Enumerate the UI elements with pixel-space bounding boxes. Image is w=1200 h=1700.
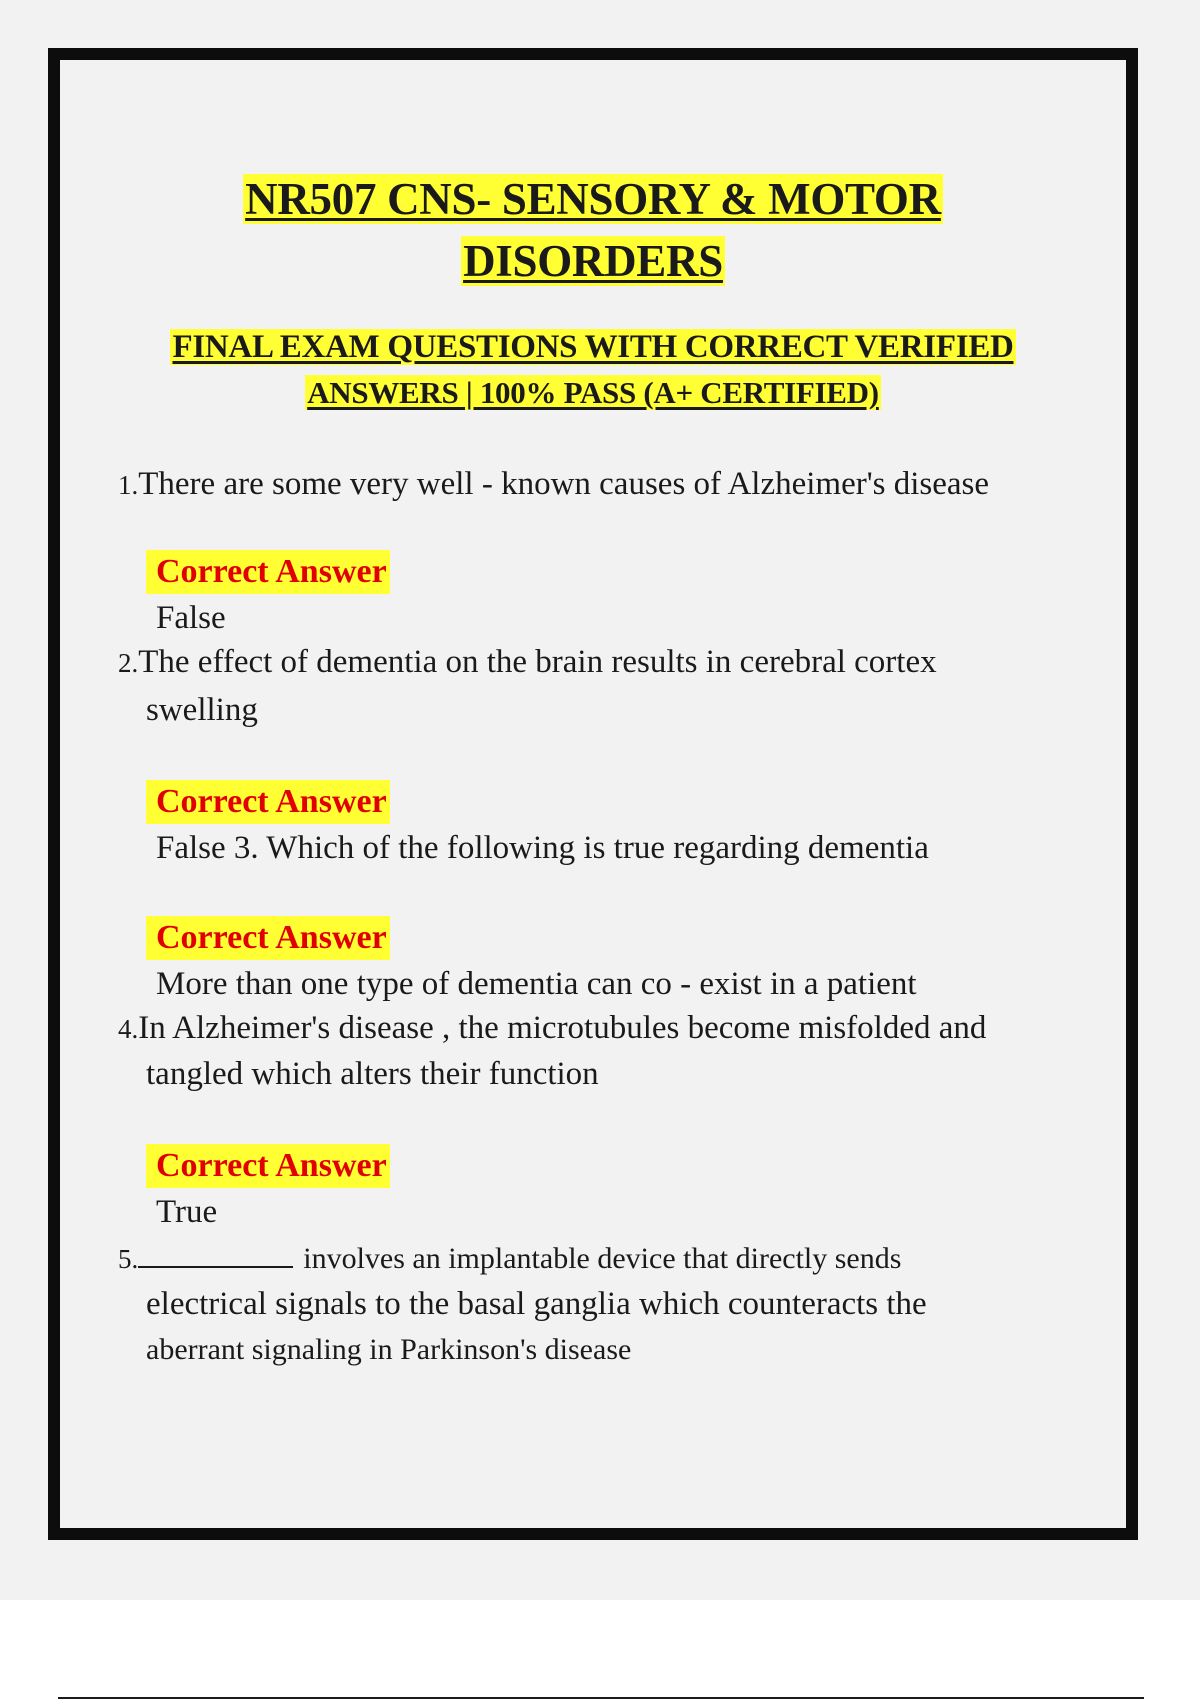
title-line-2: DISORDERS bbox=[463, 236, 723, 286]
question-5 bbox=[118, 1238, 901, 1279]
question-1 bbox=[118, 464, 989, 505]
question-1-text: There are some very well - known causes of Alzheimer's disease bbox=[138, 466, 990, 502]
answer-label-1: Correct Answer bbox=[146, 550, 390, 594]
question-4-line-2: tangled which alters their function bbox=[146, 1056, 599, 1092]
question-2-number: 2. bbox=[118, 648, 139, 678]
question-1-number: 1. bbox=[118, 470, 139, 500]
question-4 bbox=[118, 1008, 986, 1049]
document-title bbox=[60, 168, 1126, 292]
subtitle-line-1: FINAL EXAM QUESTIONS WITH CORRECT VERIFIED bbox=[172, 329, 1014, 365]
question-5-line-2: electrical signals to the basal ganglia which counteracts the bbox=[146, 1286, 927, 1322]
answer-3: More than one type of dementia can co - exist in a patient bbox=[156, 966, 917, 1002]
answer-label-4: Correct Answer bbox=[146, 1144, 390, 1188]
document-subtitle bbox=[60, 324, 1126, 416]
answer-4: True bbox=[156, 1194, 218, 1230]
answer-blank bbox=[138, 1238, 293, 1268]
question-5-line-3: aberrant signaling in Parkinson's disease bbox=[146, 1333, 632, 1366]
answer-1: False bbox=[156, 600, 226, 636]
title-line-1: NR507 CNS- SENSORY & MOTOR bbox=[245, 174, 941, 224]
question-4-text-line-1: In Alzheimer's disease , the microtubules become misfolded and bbox=[138, 1010, 987, 1046]
question-2 bbox=[118, 642, 937, 683]
question-4-number: 4. bbox=[118, 1014, 139, 1044]
answer-label-2: Correct Answer bbox=[146, 780, 390, 824]
question-2-line-2: swelling bbox=[146, 692, 258, 728]
answer-2: False 3. Which of the following is true regarding dementia bbox=[156, 830, 929, 866]
page-divider bbox=[58, 1697, 1144, 1699]
question-2-text-line-1: The effect of dementia on the brain results in cerebral cortex bbox=[138, 644, 937, 680]
question-5-number: 5. bbox=[118, 1244, 139, 1274]
question-5-text-line-1: involves an implantable device that directly sends bbox=[303, 1242, 902, 1275]
answer-label-3: Correct Answer bbox=[146, 916, 390, 960]
subtitle-line-2: ANSWERS | 100% PASS (A+ CERTIFIED) bbox=[307, 375, 879, 410]
document-frame bbox=[48, 48, 1138, 1540]
